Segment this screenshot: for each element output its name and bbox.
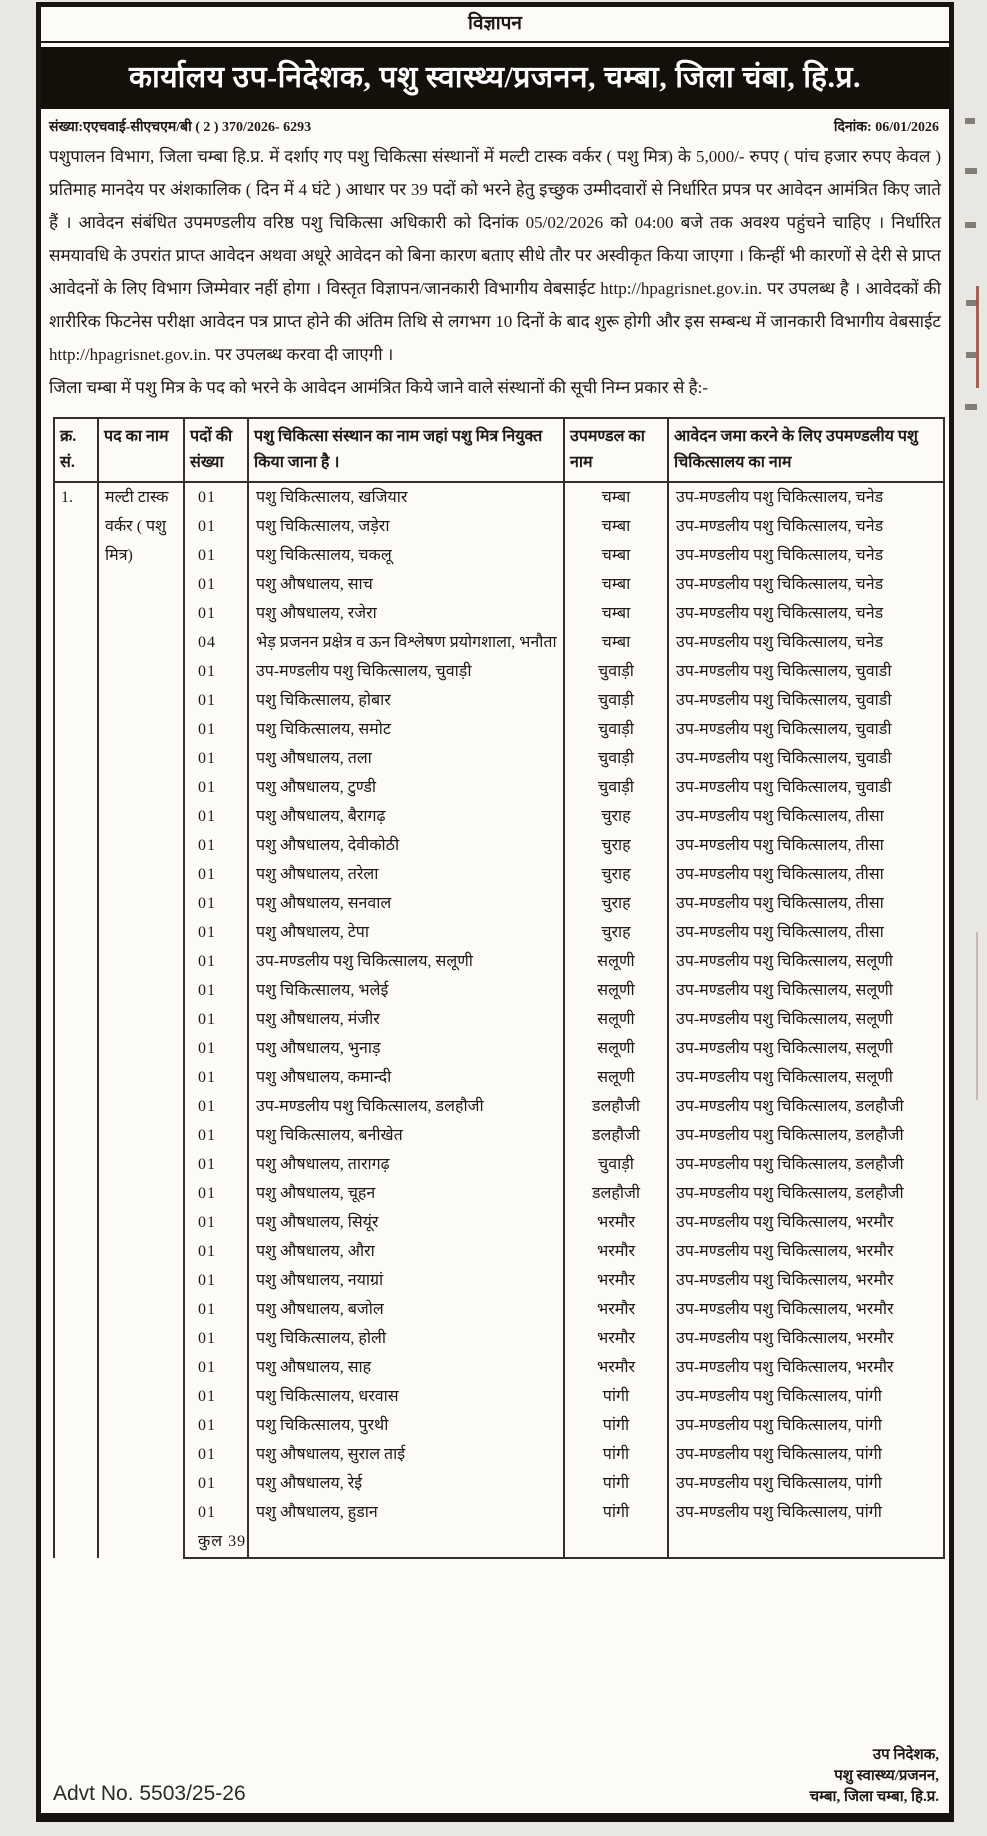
office-cell: उप-मण्डलीय पशु चिकित्सालय, चुवाडी [668,686,944,715]
table-row [54,918,944,947]
office-cell: उप-मण्डलीय पशु चिकित्सालय, चुवाडी [668,715,944,744]
table-row [54,512,944,541]
signature-block [810,1745,941,1808]
office-cell: उप-मण्डलीय पशु चिकित्सालय, भरमौर [668,1208,944,1237]
count-cell: 01 [184,657,248,686]
subdivision-cell: चुवाड़ी [564,686,668,715]
institution-cell: पशु औषधालय, सनवाल [248,889,564,918]
institution-cell: पशु औषधालय, मंजीर [248,1005,564,1034]
subdivision-cell: चम्बा [564,570,668,599]
scan-artifact [965,168,977,174]
count-cell: 01 [184,1150,248,1179]
signature-department: पशु स्वास्थ्य/प्रजनन, [834,1768,939,1784]
office-cell: उप-मण्डलीय पशु चिकित्सालय, भरमौर [668,1237,944,1266]
issue-date: दिनांक: 06/01/2026 [833,120,939,135]
table-row [54,860,944,889]
institutions-table [53,417,945,1559]
subdivision-cell: चम्बा [564,541,668,570]
count-cell: 01 [184,686,248,715]
office-cell: उप-मण्डलीय पशु चिकित्सालय, भरमौर [668,1353,944,1382]
count-cell: 01 [184,1237,248,1266]
subdivision-cell-empty [564,1527,668,1558]
office-cell: उप-मण्डलीय पशु चिकित्सालय, चनेड [668,482,944,512]
office-cell: उप-मण्डलीय पशु चिकित्सालय, पांगी [668,1411,944,1440]
office-cell: उप-मण्डलीय पशु चिकित्सालय, भरमौर [668,1266,944,1295]
table-row [54,1208,944,1237]
institution-cell: पशु औषधालय, देवीकोठी [248,831,564,860]
table-row [54,482,944,512]
subdivision-cell: पांगी [564,1382,668,1411]
institution-cell: पशु औषधालय, सुराल ताई [248,1440,564,1469]
table-row [54,1382,944,1411]
subdivision-cell: पांगी [564,1498,668,1527]
office-cell: उप-मण्डलीय पशु चिकित्सालय, तीसा [668,802,944,831]
office-cell: उप-मण्डलीय पशु चिकित्सालय, चनेड [668,541,944,570]
office-cell: उप-मण्डलीय पशु चिकित्सालय, सलूणी [668,1063,944,1092]
subdivision-cell: भरमौर [564,1324,668,1353]
table-row [54,1063,944,1092]
institution-cell: पशु औषधालय, रजेरा [248,599,564,628]
subdivision-cell: भरमौर [564,1237,668,1266]
header-post: पद का नाम [98,418,184,482]
count-cell: 04 [184,628,248,657]
count-cell: 01 [184,1353,248,1382]
count-cell: 01 [184,1034,248,1063]
institution-cell: पशु चिकित्सालय, चकलू [248,541,564,570]
subdivision-cell: डलहौजी [564,1092,668,1121]
table-row [54,1469,944,1498]
count-cell: 01 [184,482,248,512]
notice-body-paragraph: पशुपालन विभाग, जिला चम्बा हि.प्र. में दर्शाए गए पशु चिकित्सा संस्थानों में मल्टी टास्क वर्कर ( पशु मित्र) के 5,000/- रुपए ( पांच हजार रुपए केवल ) प्रतिमाह मानदेय पर अंशकालिक ( दिन में 4 घंटे ) आधार पर 39 पदों को भरने हेतु इच्छुक उम्मीदवारों से निर्धारित प्रपत्र पर आवेदन आमंत्रित किए जाते हैं । आवेदन संबंधित उपमण्डलीय वरिष्ठ पशु चिकित्सा अधिकारी को दिनांक 05/02/2026 को 04:00 बजे तक अवश्य पहुंचने चाहिए । निर्धारित समयावधि के उपरांत प्राप्त आवेदन अथवा अधूरे आवेदन को बिना कारण बताए सीधे तौर पर अस्वीकृत किया जाएगा । किन्हीं भी कारणों से देरी से प्राप्त आवेदनों के लिए विभाग जिम्मेवार नहीं होगा । विस्तृत विज्ञापन/जानकारी विभागीय वेबसाईट http://hpagrisnet.gov.in. पर उपलब्ध है । आवेदकों की शारीरिक फिटनेस परीक्षा आवेदन पत्र प्राप्त होने की अंतिम तिथि से लगभग 10 दिनों के बाद शुरू होगी और इस सम्बन्ध में जानकारी विभागीय वेबसाईट http://hpagrisnet.gov.in. पर उपलब्ध करवा दी जाएगी । [49,147,941,364]
subdivision-cell: डलहौजी [564,1179,668,1208]
office-cell: उप-मण्डलीय पशु चिकित्सालय, तीसा [668,889,944,918]
subdivision-cell: सलूणी [564,976,668,1005]
subdivision-cell: चुराह [564,889,668,918]
subdivision-cell: भरमौर [564,1266,668,1295]
table-total-row [54,1527,944,1558]
table-intro-line: जिला चम्बा में पशु मित्र के पद को भरने के आवेदन आमंत्रित किये जाने वाले संस्थानों की सूची निम्न प्रकार से है:- [49,378,709,397]
subdivision-cell: चम्बा [564,512,668,541]
table-row [54,947,944,976]
header-count: पदों की संख्या [184,418,248,482]
office-cell: उप-मण्डलीय पशु चिकित्सालय, भरमौर [668,1295,944,1324]
count-cell: 01 [184,831,248,860]
table-row [54,1005,944,1034]
subdivision-cell: चम्बा [564,482,668,512]
institution-cell: पशु औषधालय, रेई [248,1469,564,1498]
subdivision-cell: चुवाड़ी [564,1150,668,1179]
scan-artifact [965,404,977,410]
count-cell: 01 [184,1295,248,1324]
table-row [54,628,944,657]
office-cell: उप-मण्डलीय पशु चिकित्सालय, पांगी [668,1440,944,1469]
table-header [54,418,944,482]
institution-cell: पशु औषधालय, बैरागढ़ [248,802,564,831]
advert-heading: विज्ञापन [41,7,949,43]
serial-cell: 1. [54,482,98,1558]
institution-cell: पशु चिकित्सालय, धरवास [248,1382,564,1411]
table-row [54,1266,944,1295]
office-cell: उप-मण्डलीय पशु चिकित्सालय, डलहौजी [668,1179,944,1208]
office-cell: उप-मण्डलीय पशु चिकित्सालय, चनेड [668,570,944,599]
subdivision-cell: चुवाड़ी [564,657,668,686]
subdivision-cell: पांगी [564,1440,668,1469]
institution-cell: पशु औषधालय, साच [248,570,564,599]
subdivision-cell: चुराह [564,831,668,860]
table-row [54,1498,944,1527]
institution-cell: पशु चिकित्सालय, पुरथी [248,1411,564,1440]
scan-artifact [965,118,975,124]
document-footer [49,1745,941,1808]
table-row [54,802,944,831]
count-cell: 01 [184,1092,248,1121]
subdivision-cell: भरमौर [564,1353,668,1382]
institution-cell: पशु औषधालय, औरा [248,1237,564,1266]
table-row [54,744,944,773]
header-serial: क्र. सं. [54,418,98,482]
count-cell: 01 [184,802,248,831]
table-row [54,1150,944,1179]
office-cell: उप-मण्डलीय पशु चिकित्सालय, चुवाडी [668,773,944,802]
institution-cell: उप-मण्डलीय पशु चिकित्सालय, डलहौजी [248,1092,564,1121]
table-row [54,570,944,599]
institution-cell: पशु औषधालय, सियूंर [248,1208,564,1237]
institution-cell: पशु औषधालय, नयाग्रां [248,1266,564,1295]
office-cell: उप-मण्डलीय पशु चिकित्सालय, चुवाडी [668,657,944,686]
office-cell: उप-मण्डलीय पशु चिकित्सालय, चनेड [668,599,944,628]
office-cell: उप-मण्डलीय पशु चिकित्सालय, सलूणी [668,1005,944,1034]
table-row [54,1411,944,1440]
table-row [54,1179,944,1208]
office-cell: उप-मण्डलीय पशु चिकित्सालय, पांगी [668,1498,944,1527]
subdivision-cell: सलूणी [564,1063,668,1092]
signature-designation: उप निदेशक, [872,1747,939,1763]
subdivision-cell: चुराह [564,918,668,947]
office-cell: उप-मण्डलीय पशु चिकित्सालय, सलूणी [668,947,944,976]
count-cell: 01 [184,1469,248,1498]
institution-cell: उप-मण्डलीय पशु चिकित्सालय, चुवाड़ी [248,657,564,686]
count-cell: 01 [184,1063,248,1092]
subdivision-cell: सलूणी [564,947,668,976]
subdivision-cell: पांगी [564,1411,668,1440]
table-row [54,541,944,570]
institution-cell: भेड़ प्रजनन प्रक्षेत्र व ऊन विश्लेषण प्रयोगशाला, भनौता [248,628,564,657]
institution-cell: पशु औषधालय, तरेला [248,860,564,889]
subdivision-cell: चुराह [564,802,668,831]
subdivision-cell: सलूणी [564,1034,668,1063]
institution-cell: पशु औषधालय, तारागढ़ [248,1150,564,1179]
table-row [54,1034,944,1063]
institution-cell: उप-मण्डलीय पशु चिकित्सालय, सलूणी [248,947,564,976]
count-cell: 01 [184,744,248,773]
count-cell: 01 [184,1382,248,1411]
table-row [54,1237,944,1266]
institution-cell: पशु चिकित्सालय, जड़ेरा [248,512,564,541]
office-cell: उप-मण्डलीय पशु चिकित्सालय, तीसा [668,831,944,860]
count-cell: 01 [184,1121,248,1150]
table-row [54,1353,944,1382]
header-subdivision: उपमण्डल का नाम [564,418,668,482]
subdivision-cell: पांगी [564,1469,668,1498]
count-cell: 01 [184,1324,248,1353]
count-cell: 01 [184,1208,248,1237]
subdivision-cell: चुवाड़ी [564,715,668,744]
institution-cell: पशु चिकित्सालय, समोट [248,715,564,744]
count-cell: 01 [184,1440,248,1469]
signature-place: चम्बा, जिला चम्बा, हि.प्र. [809,1789,939,1805]
institutions-tbody [54,482,944,1558]
office-cell: उप-मण्डलीय पशु चिकित्सालय, सलूणी [668,976,944,1005]
office-cell: उप-मण्डलीय पशु चिकित्सालय, चनेड [668,512,944,541]
subdivision-cell: चम्बा [564,628,668,657]
office-cell: उप-मण्डलीय पशु चिकित्सालय, भरमौर [668,1324,944,1353]
institution-cell: पशु औषधालय, तला [248,744,564,773]
subdivision-cell: चुराह [564,860,668,889]
institution-cell: पशु औषधालय, कमान्दी [248,1063,564,1092]
table-row [54,1324,944,1353]
count-cell: 01 [184,1266,248,1295]
subdivision-cell: डलहौजी [564,1121,668,1150]
header-office: आवेदन जमा करने के लिए उपमण्डलीय पशु चिकित्सालय का नाम [668,418,944,482]
table-row [54,599,944,628]
count-cell: 01 [184,541,248,570]
scan-artifact [965,222,976,228]
institution-cell: पशु चिकित्सालय, होबार [248,686,564,715]
count-cell: 01 [184,1179,248,1208]
table-row [54,831,944,860]
count-cell: 01 [184,947,248,976]
institution-cell: पशु औषधालय, भुनाड़ [248,1034,564,1063]
table-row [54,715,944,744]
table-row [54,1295,944,1324]
table-row [54,1092,944,1121]
table-row [54,657,944,686]
table-row [54,686,944,715]
reference-row [41,109,949,136]
office-cell: उप-मण्डलीय पशु चिकित्सालय, डलहौजी [668,1121,944,1150]
office-cell: उप-मण्डलीय पशु चिकित्सालय, तीसा [668,918,944,947]
office-cell: उप-मण्डलीय पशु चिकित्सालय, डलहौजी [668,1150,944,1179]
scan-artifact [966,352,976,358]
table-row [54,773,944,802]
scan-artifact-faint-line [976,932,978,1100]
institution-cell: पशु चिकित्सालय, भलेई [248,976,564,1005]
office-cell-empty [668,1527,944,1558]
subdivision-cell: भरमौर [564,1208,668,1237]
office-cell: उप-मण्डलीय पशु चिकित्सालय, पांगी [668,1469,944,1498]
advt-number: Advt No. 5503/25-26 [53,1782,246,1805]
subdivision-cell: चुवाड़ी [564,744,668,773]
institution-cell-empty [248,1527,564,1558]
institution-cell: पशु औषधालय, साह [248,1353,564,1382]
office-cell: उप-मण्डलीय पशु चिकित्सालय, पांगी [668,1382,944,1411]
table-row [54,889,944,918]
subdivision-cell: भरमौर [564,1295,668,1324]
count-cell: 01 [184,599,248,628]
institution-cell: पशु औषधालय, टेपा [248,918,564,947]
count-cell: 01 [184,860,248,889]
table-row [54,1440,944,1469]
institution-cell: पशु औषधालय, बजोल [248,1295,564,1324]
subdivision-cell: सलूणी [564,1005,668,1034]
total-count-cell: कुल 39 [184,1527,248,1558]
count-cell: 01 [184,512,248,541]
subdivision-cell: चम्बा [564,599,668,628]
institution-cell: पशु औषधालय, चूहन [248,1179,564,1208]
post-name-cell: मल्टी टास्क वर्कर ( पशु मित्र) [98,482,184,1558]
count-cell: 01 [184,976,248,1005]
scan-artifact-red-line [976,286,979,388]
institution-cell: पशु चिकित्सालय, खजियार [248,482,564,512]
count-cell: 01 [184,1005,248,1034]
table-row [54,1121,944,1150]
count-cell: 01 [184,773,248,802]
office-cell: उप-मण्डलीय पशु चिकित्सालय, सलूणी [668,1034,944,1063]
advertisement-document [36,2,954,1822]
office-cell: उप-मण्डलीय पशु चिकित्सालय, चुवाडी [668,744,944,773]
institution-cell: पशु औषधालय, हुडान [248,1498,564,1527]
reference-number: संख्या:एएचवाई-सीएचएम/बी ( 2 ) 370/2026- 6293 [49,120,312,135]
office-cell: उप-मण्डलीय पशु चिकित्सालय, डलहौजी [668,1092,944,1121]
count-cell: 01 [184,715,248,744]
count-cell: 01 [184,889,248,918]
count-cell: 01 [184,1498,248,1527]
count-cell: 01 [184,570,248,599]
office-title-banner: कार्यालय उप-निदेशक, पशु स्वास्थ्य/प्रजनन, चम्बा, जिला चंबा, हि.प्र. [41,47,949,109]
header-institution: पशु चिकित्सा संस्थान का नाम जहां पशु मित्र नियुक्त किया जाना है । [248,418,564,482]
count-cell: 01 [184,1411,248,1440]
institution-cell: पशु औषधालय, टुण्डी [248,773,564,802]
scan-margin-artifacts [957,0,987,1836]
table-row [54,976,944,1005]
office-cell: उप-मण्डलीय पशु चिकित्सालय, तीसा [668,860,944,889]
subdivision-cell: चुवाड़ी [564,773,668,802]
office-cell: उप-मण्डलीय पशु चिकित्सालय, चनेड [668,628,944,657]
institution-cell: पशु चिकित्सालय, होली [248,1324,564,1353]
institution-cell: पशु चिकित्सालय, बनीखेत [248,1121,564,1150]
count-cell: 01 [184,918,248,947]
